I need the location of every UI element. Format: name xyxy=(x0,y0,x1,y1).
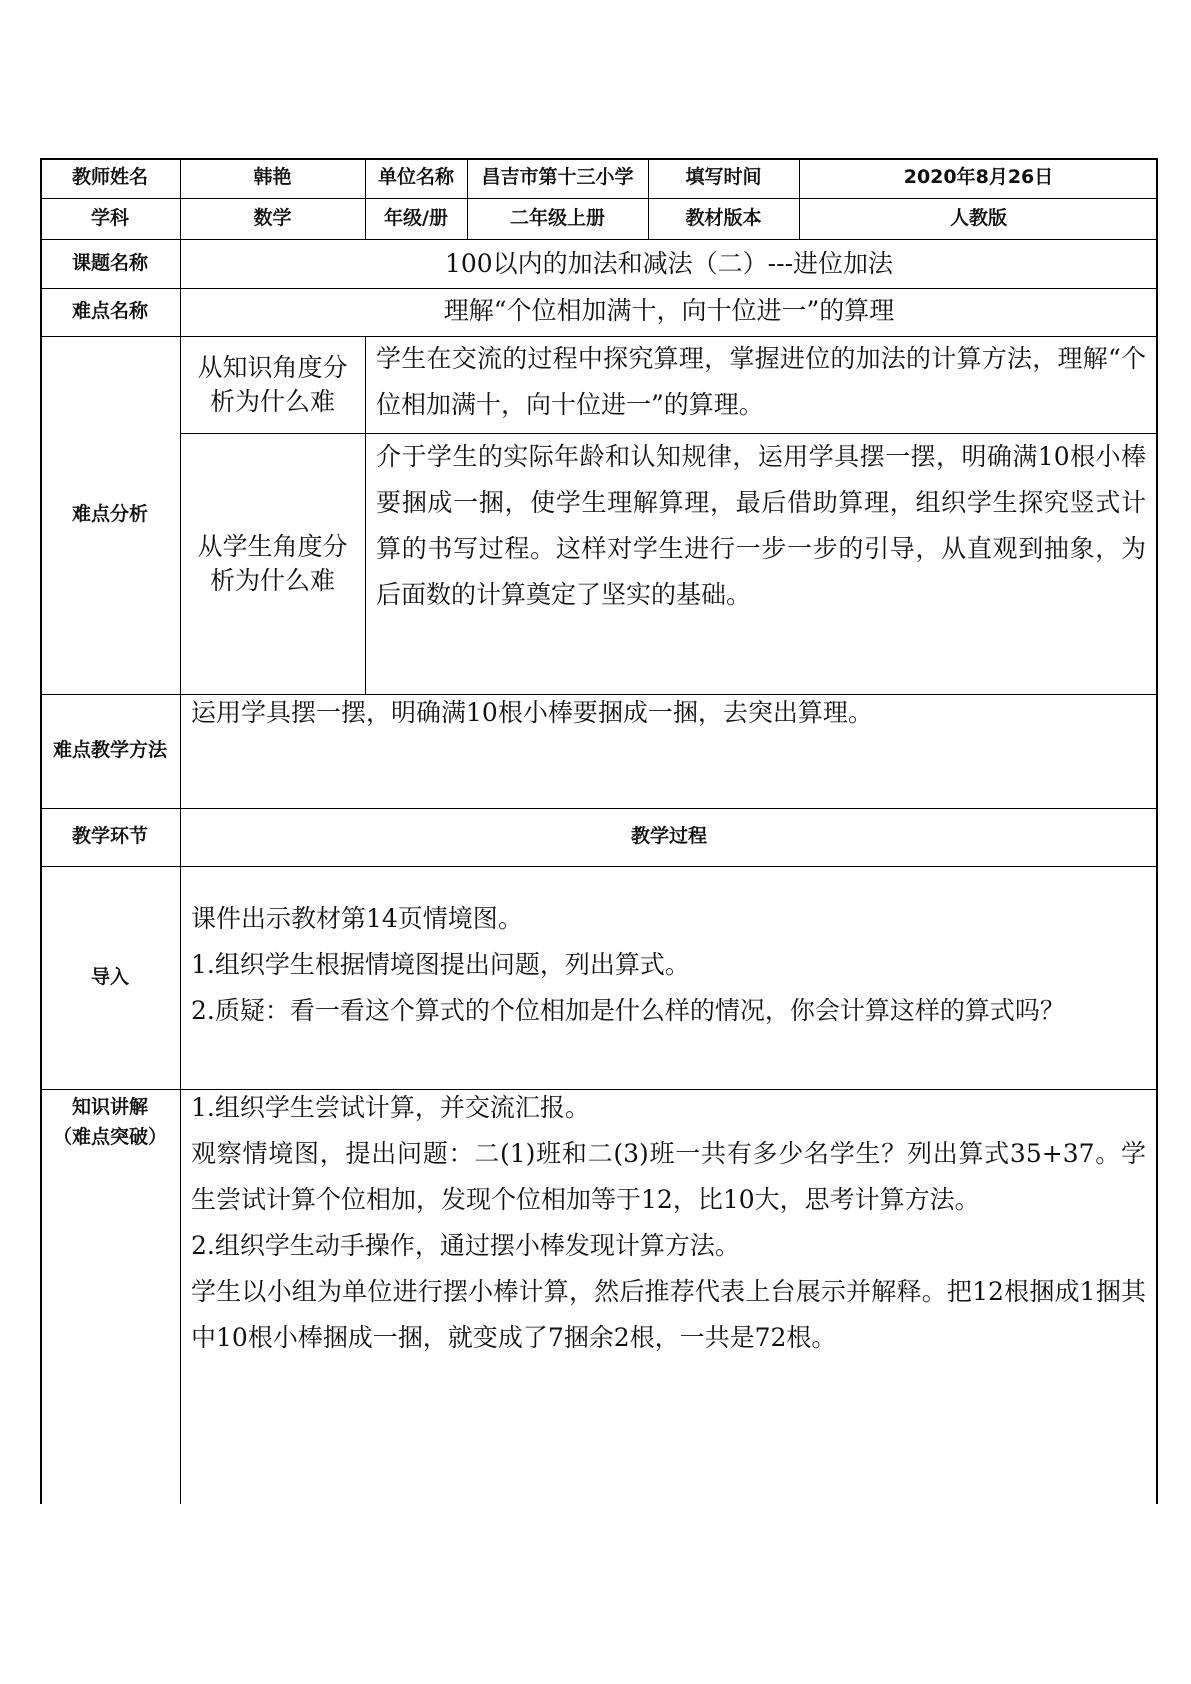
unit-value: 昌吉市第十三小学 xyxy=(481,166,634,189)
knowledge-line: 1.组织学生尝试计算，并交流汇报。 xyxy=(191,1093,590,1122)
grade-value: 二年级上册 xyxy=(509,206,605,229)
unit-label: 单位名称 xyxy=(377,166,454,189)
edition-label: 教材版本 xyxy=(685,206,762,229)
topic-value: 100以内的加法和减法（二）---进位加法 xyxy=(444,249,894,278)
intro-label: 导入 xyxy=(90,965,129,988)
knowledge-line: 2.组织学生动手操作，通过摆小棒发现计算方法。 xyxy=(191,1231,740,1260)
edition-value: 人教版 xyxy=(949,206,1007,229)
intro-line: 2.质疑：看一看这个算式的个位相加是什么样的情况，你会计算这样的算式吗？ xyxy=(191,996,1065,1025)
intro-line: 课件出示教材第14页情境图。 xyxy=(191,904,523,933)
topic-label: 课题名称 xyxy=(71,251,148,274)
knowledge-angle-label: 从知识角度分析为什么难 xyxy=(197,352,348,416)
knowledge-angle-text: 学生在交流的过程中探究算理，掌握进位的加法的计算方法，理解“个位相加满十，向十位进一”的算理。 xyxy=(376,344,1146,419)
method-label: 难点教学方法 xyxy=(52,739,167,762)
student-angle-label: 从学生角度分析为什么难 xyxy=(197,532,348,595)
intro-content xyxy=(181,896,1156,1086)
student-angle-text: 介于学生的实际年龄和认知规律，运用学具摆一摆，明确满10根小棒要捆成一捆，使学生理解算理，最后借助算理，组织学生探究竖式计算的书写过程。这样对学生进行一步一步的引导，从直观到抽象，为后面数的计算奠定了坚实的基础。 xyxy=(376,442,1146,609)
stage-header: 教学环节 xyxy=(71,825,148,848)
process-header: 教学过程 xyxy=(630,825,707,848)
analysis-label: 难点分析 xyxy=(71,503,148,526)
subject-label: 学科 xyxy=(90,206,129,229)
date-value: 2020年8月26日 xyxy=(903,166,1054,189)
date-label: 填写时间 xyxy=(685,166,762,189)
knowledge-label-line1: 知识讲解 xyxy=(71,1096,148,1118)
knowledge-line: 学生以小组为单位进行摆小棒计算，然后推荐代表上台展示并解释。把12根捆成1捆其中10根小棒捆成一捆，就变成了7捆余2根，一共是72根。 xyxy=(191,1277,1146,1352)
teacher-value: 韩艳 xyxy=(253,166,292,189)
method-text: 运用学具摆一摆，明确满10根小棒要捆成一捆，去突出算理。 xyxy=(191,698,873,727)
difficulty-value: 理解“个位相加满十，向十位进一”的算理 xyxy=(443,296,895,325)
difficulty-label: 难点名称 xyxy=(71,300,148,323)
knowledge-content xyxy=(181,1085,1156,1504)
intro-line: 1.组织学生根据情境图提出问题，列出算式。 xyxy=(191,950,690,979)
knowledge-line: 观察情境图，提出问题：二(1)班和二(3)班一共有多少名学生？列出算式35+37。学生尝试计算个位相加，发现个位相加等于12，比10大，思考计算方法。 xyxy=(191,1139,1146,1214)
lesson-table xyxy=(40,158,1158,1504)
teacher-label: 教师姓名 xyxy=(71,166,148,189)
grade-label: 年级/册 xyxy=(384,206,448,229)
subject-value: 数学 xyxy=(253,206,292,229)
knowledge-label-line2: （难点突破） xyxy=(52,1126,167,1148)
knowledge-label xyxy=(40,1092,180,1152)
